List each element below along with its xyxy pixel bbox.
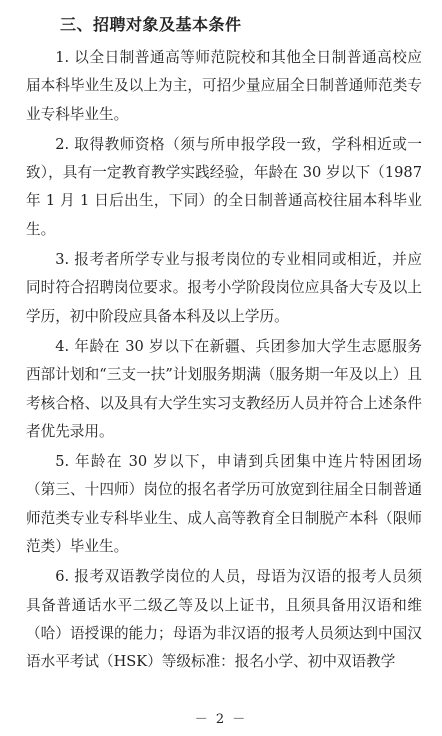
page-number: － 2 － bbox=[194, 712, 248, 727]
paragraph-3: 3. 报考者所学专业与报考岗位的专业相同或相近，并应同时符合招聘岗位要求。报考小学阶段岗位应具备大专及以上学历，初中阶段应具备本科及以上学历。 bbox=[26, 251, 422, 325]
paragraph-5: 5. 年龄在 30 岁以下，申请到兵团集中连片特困团场（第三、十四师）岗位的报名者学历可放宽到往届全日制普通师范类专业专科毕业生、成人高等教育全日制脱产本科（限师范类）毕业生。 bbox=[26, 453, 422, 556]
paragraph-2: 2. 取得教师资格（须与所申报学段一致，学科相近或一致），具有一定教育教学实践经验，年龄在 30 岁以下（1987 年 1 月 1 日后出生，下同）的全日制普通高校往届本科毕业生。 bbox=[26, 135, 422, 238]
paragraph-1: 1. 以全日制普通高等师范院校和其他全日制普通高校应届本科毕业生及以上为主，可招少量应届全日制普通师范类专业专科毕业生。 bbox=[26, 49, 422, 123]
paragraph-4: 4. 年龄在 30 岁以下在新疆、兵团参加大学生志愿服务西部计划和“三支一扶”计划服务期满（服务期一年及以上）且考核合格、以及具有大学生实习支教经历人员并符合上述条件者优先录用。 bbox=[26, 337, 422, 440]
document-body bbox=[26, 44, 422, 679]
section-heading: 三、招聘对象及基本条件 bbox=[60, 15, 242, 34]
paragraph-6: 6. 报考双语教学岗位的人员，母语为汉语的报考人员须具备普通话水平二级乙等及以上证书，且须具备用汉语和维（哈）语授课的能力；母语为非汉语的报考人员须达到中国汉语水平考试（HSK）等级标准：报名小学、初中双语教学 bbox=[26, 568, 422, 671]
